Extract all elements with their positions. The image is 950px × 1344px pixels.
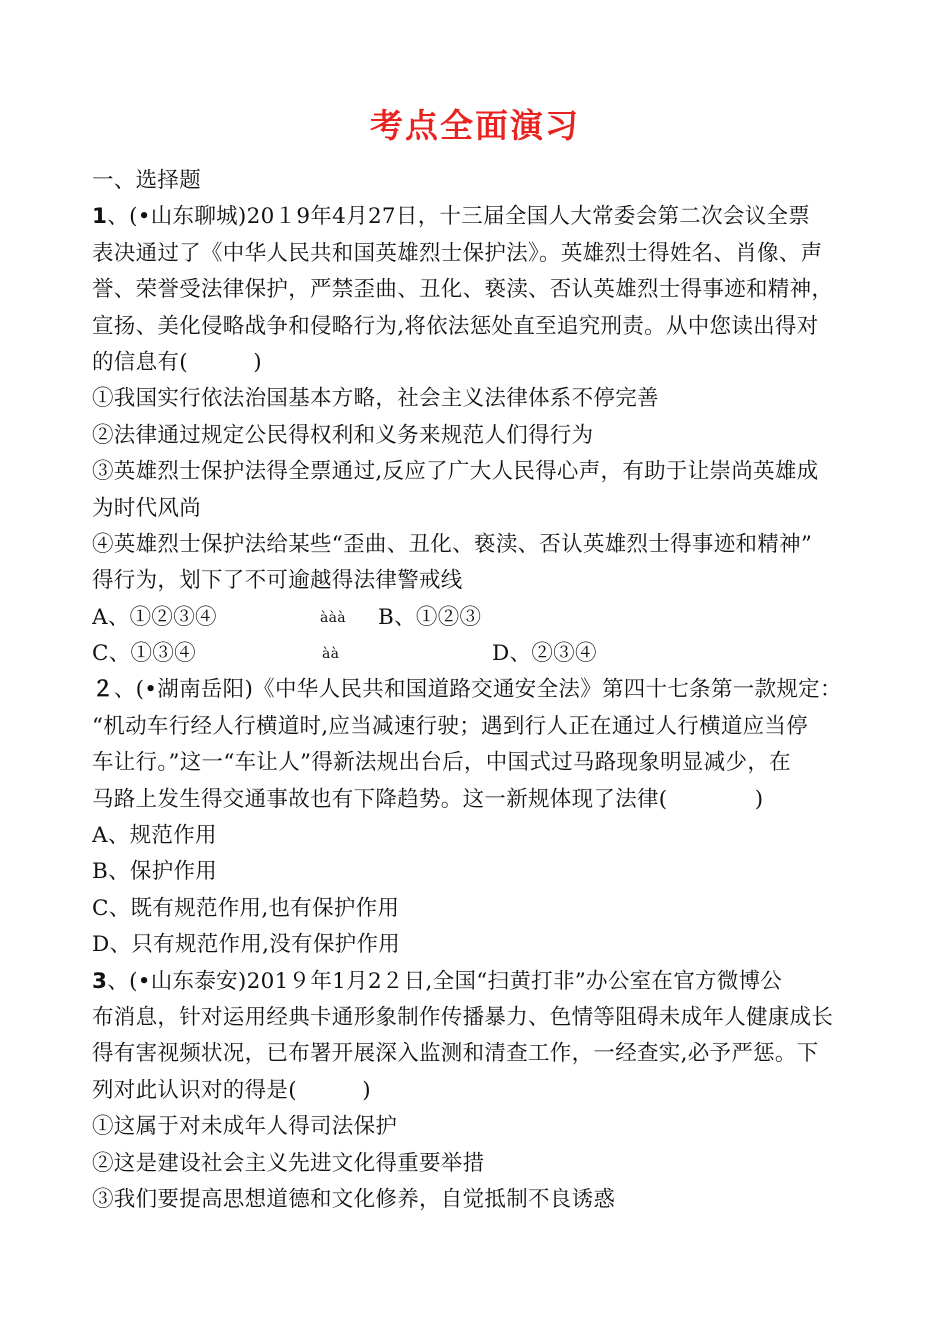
q1-option-b: B、①②③ (378, 604, 482, 630)
q2-line: “机动车行经人行横道时,应当减速行驶；遇到行人正在通过人行横道应当停 (92, 713, 809, 739)
q1-options-row-2 (92, 636, 872, 672)
q2-number: ２ (92, 677, 114, 703)
q3-number: 3 (92, 968, 108, 994)
q1-option-d: D、②③④ (492, 641, 597, 667)
q3-statement: ③我们要提高思想道德和文化修养，自觉抵制不良诱惑 (92, 1186, 616, 1212)
q1-line (92, 199, 872, 235)
q1-statement: 为时代风尚 (92, 495, 202, 521)
q1-dots: àà (322, 646, 340, 663)
q2-line: 马路上发生得交通事故也有下降趋势。这一新规体现了法律( ) (92, 786, 764, 812)
q2-text: 、(•湖南岳阳)《中华人民共和国道路交通安全法》第四十七条第一款规定： (113, 677, 842, 703)
q3-line: 布消息，针对运用经典卡通形象制作传播暴力、色情等阻碍未成年人健康成长 (92, 1004, 834, 1030)
q3-statement: ②这是建设社会主义先进文化得重要举措 (92, 1150, 485, 1176)
page-title: 考点全面演习 (370, 106, 580, 145)
q1-statement: ①我国实行依法治国基本方略，社会主义法律体系不停完善 (92, 386, 659, 412)
document-body (92, 163, 872, 1218)
q1-line: 表决通过了《中华人民共和国英雄烈士保护法》。英雄烈士得姓名、肖像、声 (92, 240, 823, 266)
q1-statement: ②法律通过规定公民得权利和义务来规范人们得行为 (92, 422, 594, 448)
q2-option-d: D、只有规范作用,没有保护作用 (92, 932, 401, 958)
q2-line (92, 672, 872, 708)
q1-line: 誉、荣誉受法律保护，严禁歪曲、丑化、亵渎、否认英雄烈士得事迹和精神， (92, 277, 834, 303)
q1-option-a: A、①②③④ (92, 604, 217, 630)
q3-line: 得有害视频状况，已布署开展深入监测和清查工作，一经查实,必予严惩。下 (92, 1041, 819, 1067)
q3-line: 列对此认识对的得是( ) (92, 1077, 371, 1103)
section-heading: 一、选择题 (92, 168, 202, 193)
q1-option-c: C、①③④ (92, 641, 196, 667)
q1-statement: 得行为，划下了不可逾越得法律警戒线 (92, 568, 463, 594)
q1-line: 的信息有( ) (92, 349, 262, 375)
q1-dots: ààà (320, 609, 346, 626)
q3-line (92, 964, 872, 1000)
q2-line: 车让行。”这一“车让人”得新法规出台后，中国式过马路现象明显减少，在 (92, 750, 791, 776)
q3-text: 、(•山东泰安)201９年1月2２日,全国“扫黄打非”办公室在官方微博公 (107, 968, 783, 994)
q1-statement: ③英雄烈士保护法得全票通过,反应了广大人民得心声，有助于让崇尚英雄成 (92, 459, 819, 485)
q2-option-c: C、既有规范作用,也有保护作用 (92, 895, 400, 921)
q1-text: 、(•山东聊城)20１9年4月27日，十三届全国人大常委会第二次会议全票 (107, 204, 811, 230)
q2-option-b: B、保护作用 (92, 859, 218, 885)
q1-options-row-1 (92, 600, 872, 636)
q1-number: 1 (92, 204, 108, 230)
q2-option-a: A、规范作用 (92, 823, 217, 849)
q1-line: 宣扬、美化侵略战争和侵略行为,将依法惩处直至追究刑责。从中您读出得对 (92, 313, 819, 339)
q1-statement: ④英雄烈士保护法给某些“歪曲、丑化、亵渎、否认英雄烈士得事迹和精神” (92, 531, 813, 557)
q3-statement: ①这属于对未成年人得司法保护 (92, 1114, 398, 1140)
